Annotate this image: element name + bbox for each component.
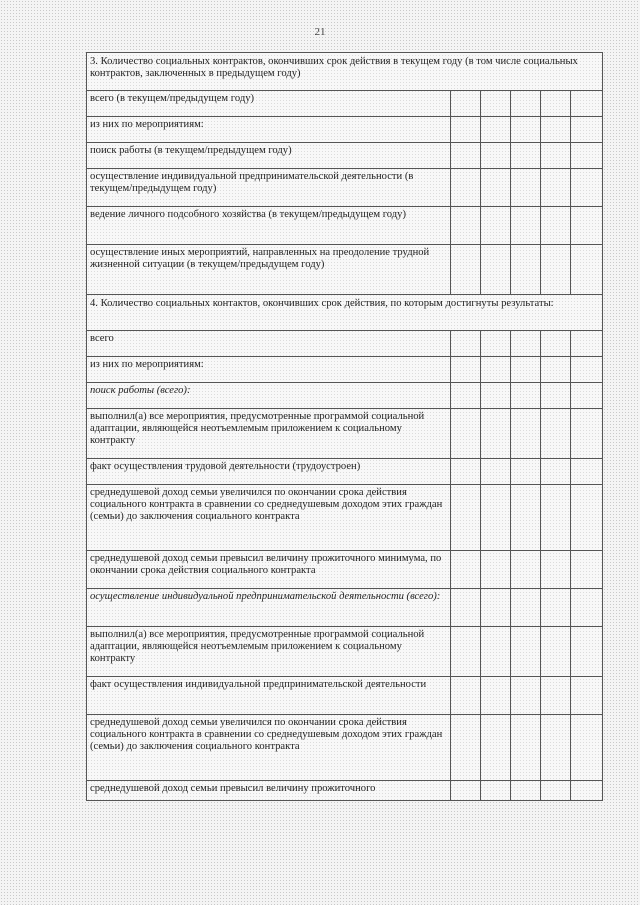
value-cell	[451, 383, 481, 409]
value-cell	[481, 551, 511, 589]
value-cell	[511, 169, 541, 207]
indicator-label: факт осуществления индивидуальной предпринимательской деятельности	[87, 677, 451, 715]
indicator-label: среднедушевой доход семьи увеличился по окончании срока действия социального контракта в сравнении со среднедушевым доходом этих граждан (семьи) до заключения социального контракта	[87, 715, 451, 781]
section-row	[87, 53, 603, 91]
table-row	[87, 459, 603, 485]
indicator-label: всего	[87, 331, 451, 357]
indicator-label: поиск работы (в текущем/предыдущем году)	[87, 143, 451, 169]
value-cell	[511, 143, 541, 169]
value-cell	[481, 117, 511, 143]
value-cell	[511, 91, 541, 117]
value-cell	[451, 207, 481, 245]
indicator-label: из них по мероприятиям:	[87, 117, 451, 143]
value-cell	[571, 485, 603, 551]
value-cell	[571, 677, 603, 715]
value-cell	[541, 207, 571, 245]
value-cell	[541, 459, 571, 485]
value-cell	[481, 677, 511, 715]
value-cell	[481, 409, 511, 459]
value-cell	[541, 383, 571, 409]
value-cell	[481, 331, 511, 357]
value-cell	[481, 245, 511, 295]
table-row	[87, 143, 603, 169]
value-cell	[541, 485, 571, 551]
table-row	[87, 207, 603, 245]
section-row	[87, 295, 603, 331]
value-cell	[481, 207, 511, 245]
value-cell	[451, 627, 481, 677]
value-cell	[571, 245, 603, 295]
value-cell	[481, 459, 511, 485]
value-cell	[481, 357, 511, 383]
value-cell	[451, 169, 481, 207]
indicator-label: всего (в текущем/предыдущем году)	[87, 91, 451, 117]
value-cell	[451, 331, 481, 357]
value-cell	[511, 715, 541, 781]
report-table	[86, 52, 603, 801]
value-cell	[541, 589, 571, 627]
table-row	[87, 91, 603, 117]
value-cell	[541, 91, 571, 117]
value-cell	[481, 91, 511, 117]
value-cell	[571, 357, 603, 383]
value-cell	[571, 207, 603, 245]
table-row	[87, 677, 603, 715]
value-cell	[451, 245, 481, 295]
value-cell	[571, 589, 603, 627]
value-cell	[541, 117, 571, 143]
value-cell	[451, 91, 481, 117]
value-cell	[481, 143, 511, 169]
value-cell	[571, 383, 603, 409]
table-row	[87, 551, 603, 589]
value-cell	[571, 331, 603, 357]
indicator-label: выполнил(а) все мероприятия, предусмотренные программой социальной адаптации, являющейся неотъемлемым приложением к социальному контракту	[87, 627, 451, 677]
section-heading: 4. Количество социальных контактов, окончивших срок действия, по которым достигнуты результаты:	[87, 295, 603, 331]
value-cell	[541, 331, 571, 357]
table-row	[87, 245, 603, 295]
indicator-label: из них по мероприятиям:	[87, 357, 451, 383]
value-cell	[541, 677, 571, 715]
table-row	[87, 331, 603, 357]
value-cell	[481, 715, 511, 781]
value-cell	[511, 781, 541, 801]
page-number: 21	[314, 26, 326, 38]
value-cell	[451, 459, 481, 485]
indicator-label: поиск работы (всего):	[87, 383, 451, 409]
value-cell	[571, 169, 603, 207]
value-cell	[451, 357, 481, 383]
value-cell	[511, 383, 541, 409]
value-cell	[481, 627, 511, 677]
table-row	[87, 781, 603, 801]
value-cell	[571, 627, 603, 677]
table-row	[87, 589, 603, 627]
value-cell	[451, 715, 481, 781]
indicator-label: осуществление индивидуальной предпринимательской деятельности (всего):	[87, 589, 451, 627]
value-cell	[511, 627, 541, 677]
value-cell	[541, 169, 571, 207]
table-row	[87, 409, 603, 459]
table-row	[87, 117, 603, 143]
value-cell	[451, 143, 481, 169]
value-cell	[511, 117, 541, 143]
indicator-label: факт осуществления трудовой деятельности (трудоустроен)	[87, 459, 451, 485]
table-row	[87, 715, 603, 781]
value-cell	[541, 781, 571, 801]
indicator-label: среднедушевой доход семьи увеличился по окончании срока действия социального контракта в сравнении со среднедушевым доходом этих граждан (семьи) до заключения социального контракта	[87, 485, 451, 551]
value-cell	[541, 627, 571, 677]
value-cell	[511, 331, 541, 357]
value-cell	[571, 91, 603, 117]
value-cell	[571, 117, 603, 143]
value-cell	[571, 409, 603, 459]
indicator-label: среднедушевой доход семьи превысил величину прожиточного	[87, 781, 451, 801]
value-cell	[451, 409, 481, 459]
indicator-label: среднедушевой доход семьи превысил величину прожиточного минимума, по окончании срока действия социального контракта	[87, 551, 451, 589]
value-cell	[511, 245, 541, 295]
value-cell	[451, 485, 481, 551]
value-cell	[541, 245, 571, 295]
value-cell	[451, 117, 481, 143]
value-cell	[481, 781, 511, 801]
value-cell	[511, 677, 541, 715]
table-row	[87, 485, 603, 551]
table-row	[87, 627, 603, 677]
value-cell	[571, 715, 603, 781]
value-cell	[511, 551, 541, 589]
value-cell	[511, 589, 541, 627]
value-cell	[481, 169, 511, 207]
value-cell	[511, 207, 541, 245]
indicator-label: осуществление индивидуальной предпринимательской деятельности (в текущем/предыдущем году)	[87, 169, 451, 207]
value-cell	[451, 781, 481, 801]
value-cell	[481, 485, 511, 551]
value-cell	[541, 409, 571, 459]
value-cell	[571, 781, 603, 801]
value-cell	[451, 677, 481, 715]
value-cell	[511, 459, 541, 485]
table-row	[87, 383, 603, 409]
value-cell	[481, 383, 511, 409]
value-cell	[541, 715, 571, 781]
value-cell	[571, 459, 603, 485]
value-cell	[451, 589, 481, 627]
value-cell	[541, 357, 571, 383]
value-cell	[541, 143, 571, 169]
table-row	[87, 357, 603, 383]
value-cell	[571, 143, 603, 169]
value-cell	[481, 589, 511, 627]
value-cell	[451, 551, 481, 589]
value-cell	[511, 409, 541, 459]
value-cell	[511, 485, 541, 551]
table-row	[87, 169, 603, 207]
indicator-label: осуществление иных мероприятий, направленных на преодоление трудной жизненной ситуации (в текущем/предыдущем году)	[87, 245, 451, 295]
value-cell	[511, 357, 541, 383]
value-cell	[571, 551, 603, 589]
indicator-label: выполнил(а) все мероприятия, предусмотренные программой социальной адаптации, являющейся неотъемлемым приложением к социальному контракту	[87, 409, 451, 459]
indicator-label: ведение личного подсобного хозяйства (в текущем/предыдущем году)	[87, 207, 451, 245]
value-cell	[541, 551, 571, 589]
section-heading: 3. Количество социальных контрактов, окончивших срок действия в текущем году (в том числе социальных контрактов, заключенных в предыдущем году)	[87, 53, 603, 91]
